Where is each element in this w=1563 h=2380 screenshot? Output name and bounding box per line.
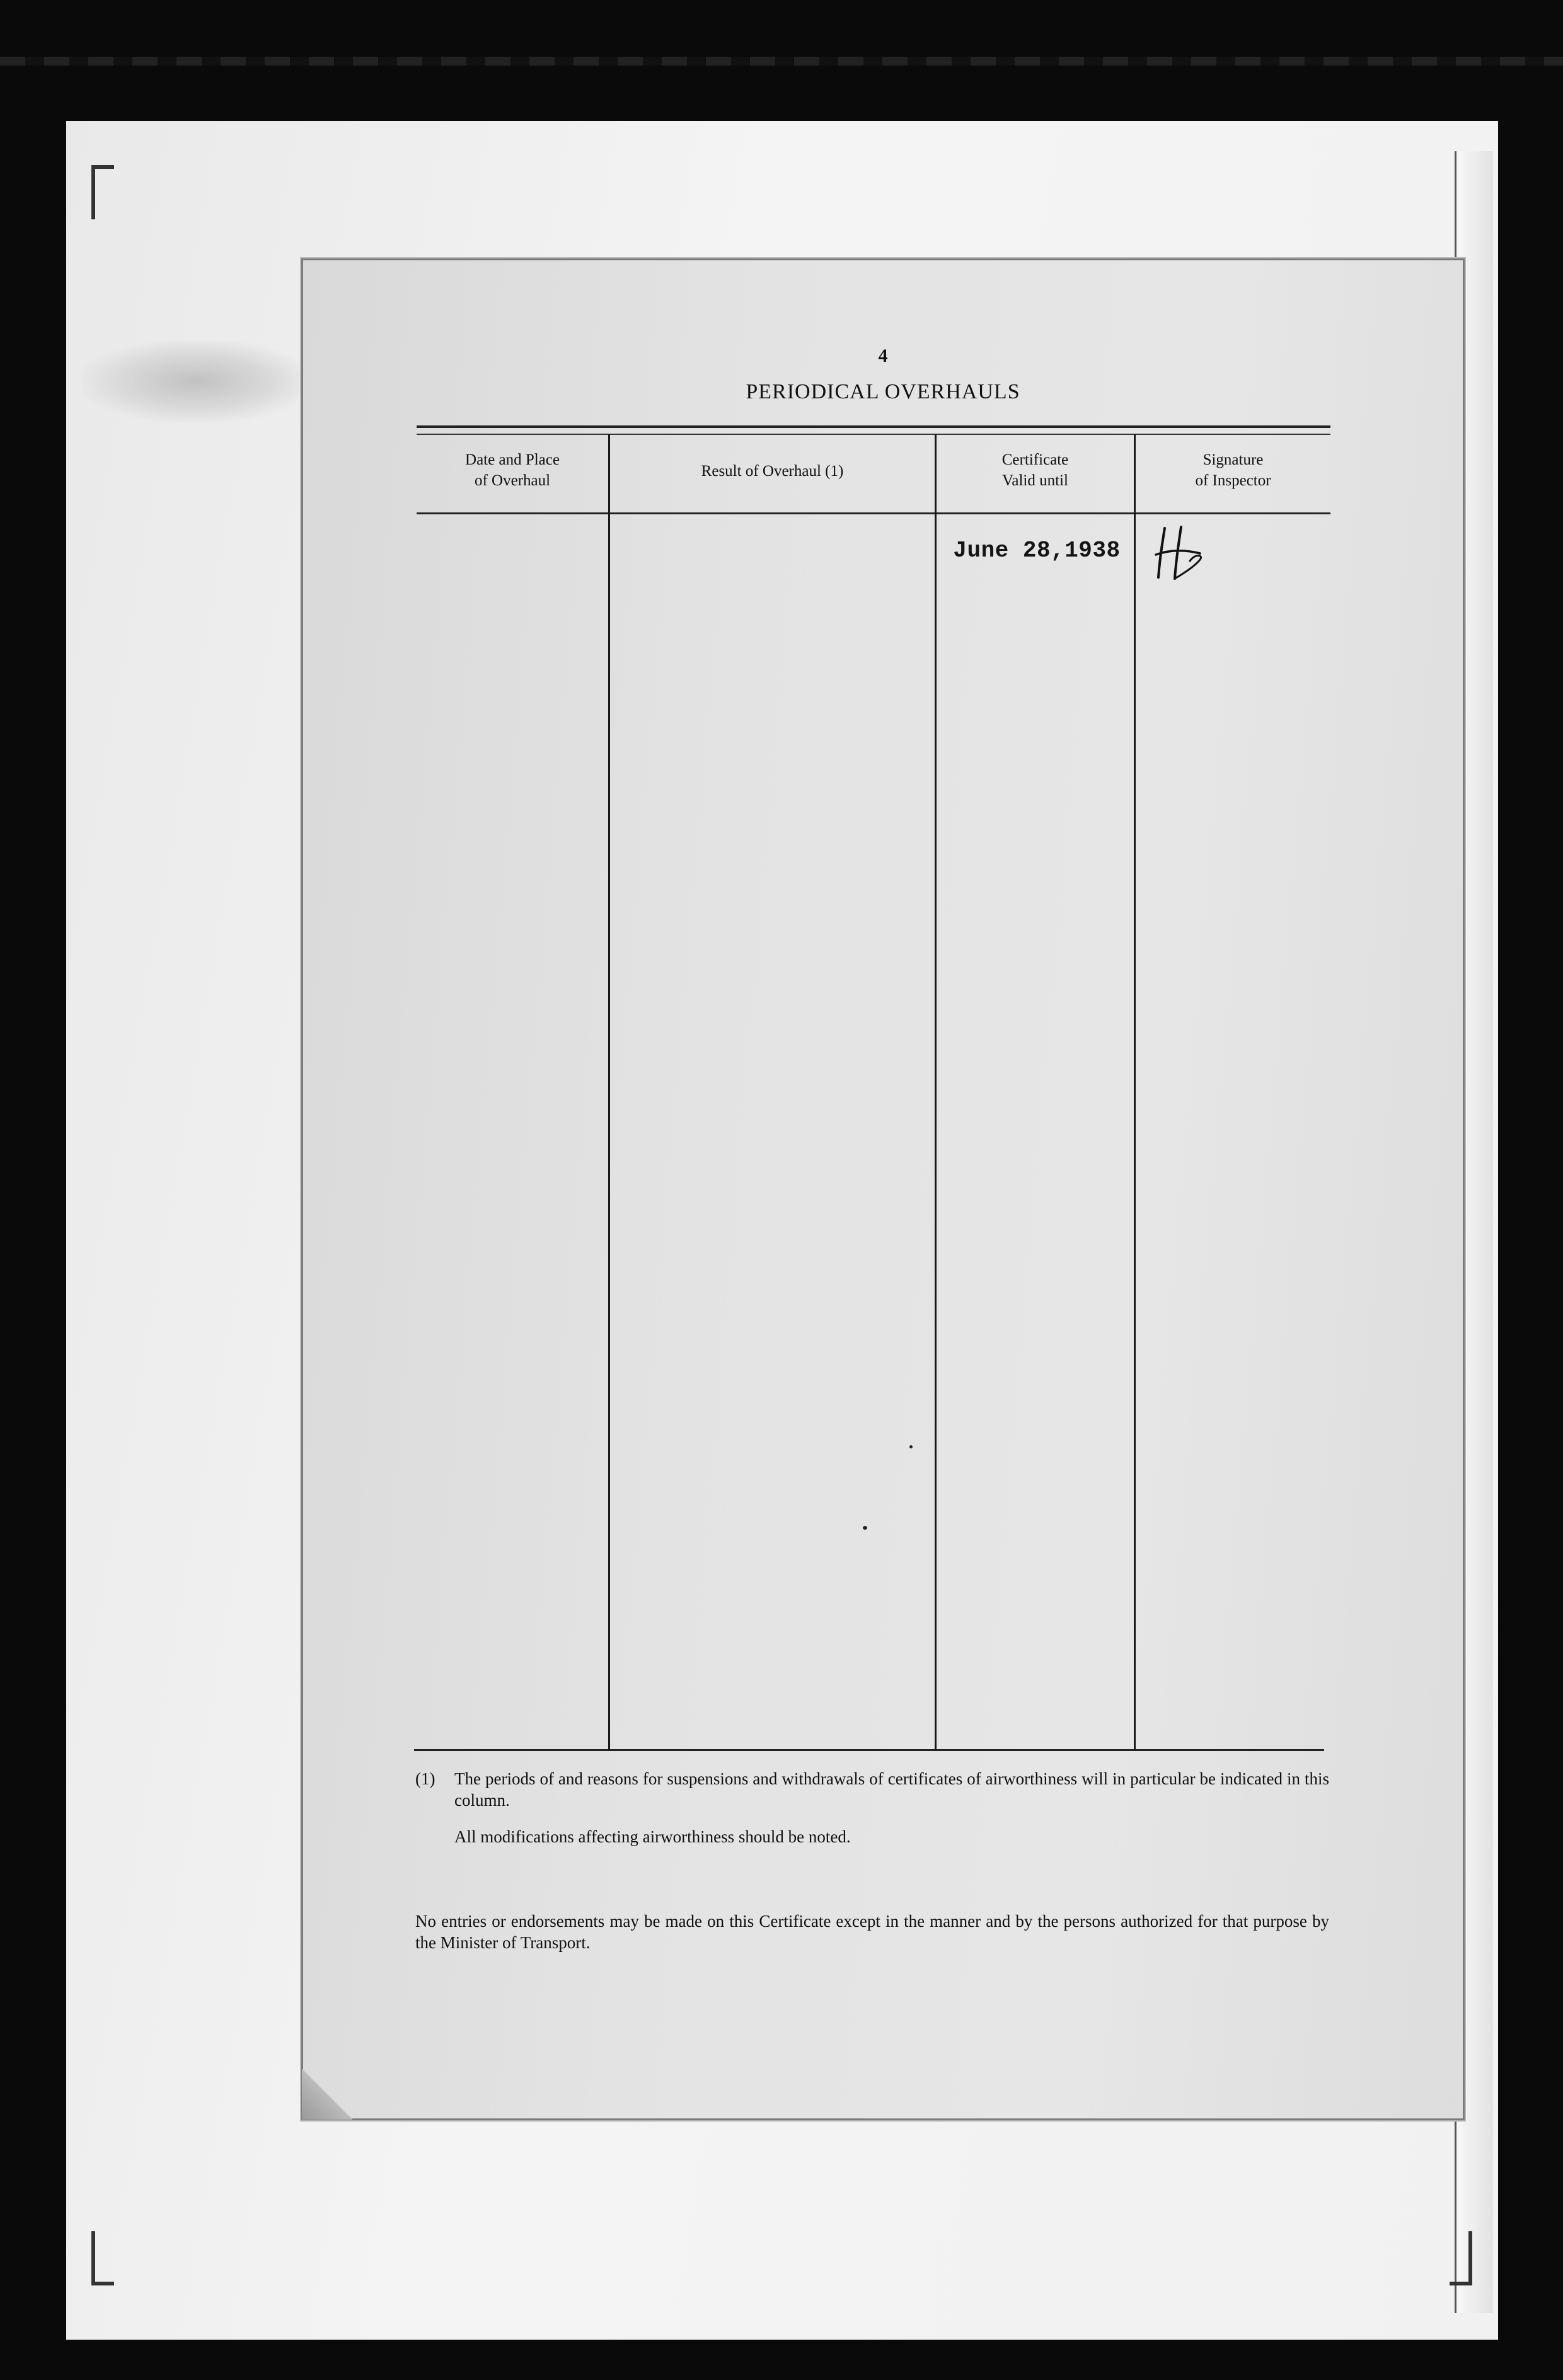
- table-header-rule: [417, 512, 1330, 514]
- column-divider: [608, 434, 610, 1750]
- footnote-marker: (1): [415, 1769, 435, 1788]
- header-line: Valid until: [1002, 472, 1068, 489]
- backdrop-smudge: [82, 340, 309, 422]
- table-top-rule-inner: [417, 434, 1330, 435]
- modifications-note: All modifications affecting airworthiness should be noted.: [454, 1827, 851, 1846]
- corner-bracket-bottom-left: [91, 2231, 114, 2285]
- paper-speck: [863, 1526, 867, 1530]
- corner-bracket-bottom-right: [1450, 2231, 1472, 2285]
- column-divider: [935, 434, 937, 1750]
- column-header-date-place: [417, 449, 608, 491]
- certificate-valid-until-value: June 28,1938: [953, 538, 1121, 563]
- header-line: Certificate: [1001, 451, 1069, 468]
- header-line: Date and Place: [465, 451, 560, 468]
- entries-notice: No entries or endorsements may be made on this Certificate except in the manner and by the persons authorized for that purpose by the Minister of Transport.: [415, 1912, 1329, 1952]
- footnote: [415, 1768, 1329, 1811]
- certificate-page: [301, 258, 1465, 2120]
- header-line: of Overhaul: [474, 472, 551, 489]
- header-line: of Inspector: [1195, 472, 1271, 489]
- corner-bracket-top-left: [91, 165, 114, 219]
- column-header-result: Result of Overhaul (1): [701, 463, 844, 480]
- column-header-signature: [1136, 449, 1330, 491]
- paper-speck: [909, 1445, 913, 1448]
- footnote-text: The periods of and reasons for suspensions and withdrawals of certificates of airworthiness will in particular be indicated in this column.: [454, 1769, 1329, 1810]
- table-bottom-rule: [414, 1749, 1324, 1751]
- page-corner-wear: [302, 2069, 352, 2120]
- bleed-through-mark: [467, 588, 971, 607]
- inspector-signature: [1151, 522, 1214, 585]
- column-divider: [1134, 434, 1136, 1750]
- page-title: PERIODICAL OVERHAULS: [746, 380, 1020, 403]
- film-edge: [0, 57, 1563, 66]
- column-header-certificate: [937, 449, 1134, 491]
- table-top-rule: [417, 425, 1330, 428]
- header-line: Signature: [1203, 451, 1264, 468]
- page-number: 4: [878, 345, 888, 366]
